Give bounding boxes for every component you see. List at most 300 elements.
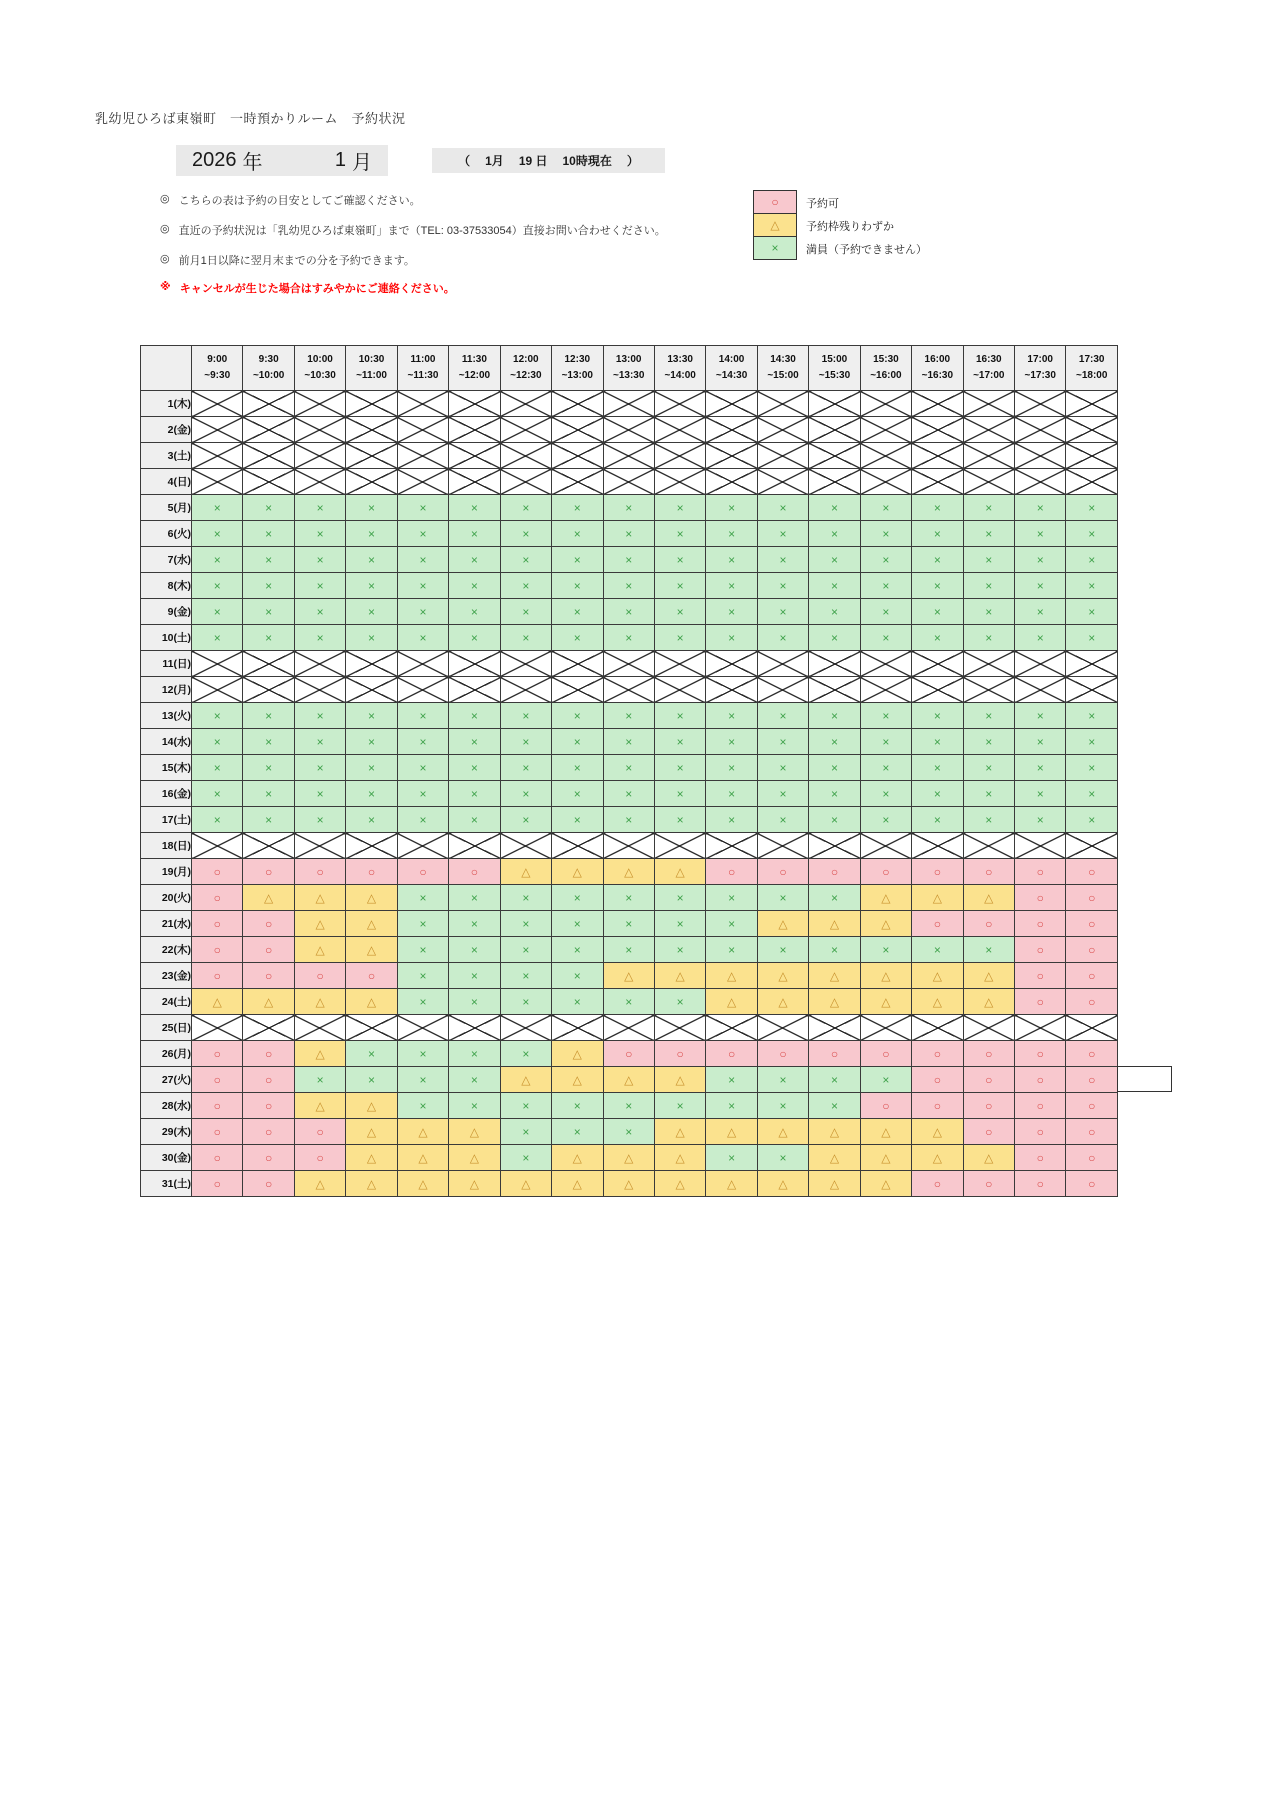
time-slot-header	[1066, 346, 1118, 391]
status-symbol: ×	[470, 578, 478, 593]
status-symbol: △	[212, 994, 222, 1009]
status-symbol: ×	[573, 1098, 581, 1113]
status-symbol: ×	[419, 942, 427, 957]
status-cell	[757, 703, 808, 729]
status-symbol: ×	[625, 630, 633, 645]
status-cell	[449, 963, 500, 989]
status-cell	[346, 547, 397, 573]
status-cell	[243, 807, 294, 833]
status-symbol: ○	[213, 1150, 221, 1165]
status-cell	[603, 1119, 654, 1145]
status-cell	[552, 547, 603, 573]
date-label: 16(金)	[141, 781, 192, 807]
date-row	[141, 391, 1118, 417]
status-symbol: △	[418, 1176, 428, 1191]
status-symbol: ×	[625, 552, 633, 567]
status-cell	[192, 885, 243, 911]
time-slot-header	[294, 346, 345, 391]
status-symbol: ×	[985, 552, 993, 567]
status-cell	[500, 911, 551, 937]
status-cell	[1066, 703, 1118, 729]
status-symbol: △	[726, 1124, 737, 1139]
date-row	[141, 1171, 1118, 1197]
status-symbol: △	[315, 890, 325, 905]
status-cell	[346, 703, 397, 729]
status-cell	[346, 1171, 397, 1197]
status-cell	[603, 547, 654, 573]
status-symbol: ×	[470, 500, 478, 515]
status-cell	[912, 911, 963, 937]
status-symbol: △	[932, 1124, 942, 1139]
status-symbol: ○	[1036, 942, 1044, 957]
date-label: 29(木)	[141, 1119, 192, 1145]
status-cell	[757, 521, 808, 547]
status-cell	[963, 963, 1014, 989]
status-cell	[397, 521, 448, 547]
status-cell	[346, 1145, 397, 1171]
closed-cell	[706, 469, 757, 495]
status-cell	[912, 989, 963, 1015]
asof-paren-open: （	[458, 154, 471, 168]
status-cell	[346, 859, 397, 885]
status-cell	[809, 807, 860, 833]
status-cell	[603, 703, 654, 729]
status-cell	[552, 937, 603, 963]
closed-cell	[706, 677, 757, 703]
status-cell	[912, 573, 963, 599]
status-symbol: ×	[1088, 630, 1096, 645]
status-symbol: ×	[419, 500, 427, 515]
status-symbol: ×	[625, 578, 633, 593]
status-cell	[603, 963, 654, 989]
status-symbol: ×	[470, 1098, 478, 1113]
status-cell	[757, 859, 808, 885]
status-cell	[192, 1041, 243, 1067]
closed-cell	[294, 1015, 345, 1041]
status-symbol: ×	[470, 552, 478, 567]
closed-cell	[603, 1015, 654, 1041]
date-row	[141, 1145, 1118, 1171]
status-cell	[963, 1093, 1014, 1119]
closed-cell	[757, 469, 808, 495]
status-cell	[1015, 625, 1066, 651]
status-cell	[346, 989, 397, 1015]
status-symbol: ×	[522, 734, 530, 749]
closed-cell	[552, 443, 603, 469]
status-cell	[706, 547, 757, 573]
status-symbol: ×	[728, 786, 736, 801]
status-cell	[860, 1093, 911, 1119]
status-symbol: ○	[1036, 1124, 1044, 1139]
closed-cell	[654, 677, 705, 703]
status-cell	[654, 937, 705, 963]
status-cell	[912, 729, 963, 755]
status-symbol: ×	[882, 1072, 890, 1087]
status-symbol: ×	[265, 786, 273, 801]
status-symbol: ×	[985, 812, 993, 827]
date-label: 12(月)	[141, 677, 192, 703]
status-symbol: ×	[522, 812, 530, 827]
status-cell	[603, 495, 654, 521]
status-cell	[449, 625, 500, 651]
status-cell	[912, 1145, 963, 1171]
status-symbol: ×	[368, 552, 376, 567]
status-cell	[449, 937, 500, 963]
time-slot-start: 14:30	[770, 354, 796, 365]
status-cell	[243, 729, 294, 755]
status-symbol: ×	[368, 734, 376, 749]
closed-cell	[860, 391, 911, 417]
status-symbol: ×	[779, 786, 787, 801]
status-symbol: ○	[1088, 994, 1096, 1009]
status-symbol: ×	[830, 552, 838, 567]
status-symbol: ×	[573, 812, 581, 827]
status-cell	[500, 1067, 551, 1093]
status-cell	[243, 547, 294, 573]
status-symbol: △	[829, 916, 840, 931]
status-cell	[860, 989, 911, 1015]
status-symbol: ×	[779, 760, 787, 775]
closed-cell	[192, 833, 243, 859]
status-symbol: △	[881, 994, 891, 1009]
status-symbol: ×	[882, 500, 890, 515]
status-symbol: ×	[419, 1098, 427, 1113]
status-cell	[1066, 729, 1118, 755]
status-cell	[500, 937, 551, 963]
status-symbol: ×	[470, 630, 478, 645]
date-label: 10(土)	[141, 625, 192, 651]
status-cell	[294, 573, 345, 599]
status-symbol: ×	[522, 786, 530, 801]
status-symbol: ×	[470, 994, 478, 1009]
status-symbol: △	[675, 968, 685, 983]
status-cell	[192, 781, 243, 807]
time-slot-end: ~14:00	[664, 370, 696, 381]
status-cell	[243, 1119, 294, 1145]
status-symbol: ×	[470, 734, 478, 749]
status-cell	[654, 807, 705, 833]
status-symbol: ×	[933, 942, 941, 957]
status-symbol: ×	[625, 812, 633, 827]
status-symbol: △	[315, 942, 325, 957]
status-cell	[603, 1067, 654, 1093]
status-cell	[346, 1093, 397, 1119]
closed-cell	[654, 443, 705, 469]
status-symbol: ○	[882, 864, 890, 879]
status-symbol: ×	[522, 708, 530, 723]
status-cell	[500, 1093, 551, 1119]
status-cell	[603, 911, 654, 937]
status-symbol: ○	[265, 1072, 273, 1087]
status-cell	[809, 989, 860, 1015]
status-cell	[552, 1171, 603, 1197]
status-symbol: ×	[933, 760, 941, 775]
status-symbol: ○	[367, 864, 376, 879]
status-cell	[809, 963, 860, 989]
closed-cell	[757, 677, 808, 703]
status-symbol: ×	[676, 734, 684, 749]
status-symbol: ×	[676, 500, 684, 515]
status-symbol: ○	[265, 942, 273, 957]
date-label: 20(火)	[141, 885, 192, 911]
status-symbol: ×	[779, 890, 787, 905]
status-symbol: ×	[522, 500, 530, 515]
status-cell	[294, 1171, 345, 1197]
status-symbol: △	[624, 968, 634, 983]
note-text: こちらの表は予約の目安としてご確認ください。	[178, 195, 421, 207]
status-cell	[243, 573, 294, 599]
status-cell	[912, 885, 963, 911]
status-symbol: ×	[368, 760, 376, 775]
time-slot-header	[397, 346, 448, 391]
date-label: 19(月)	[141, 859, 192, 885]
status-symbol: ○	[213, 968, 221, 983]
status-symbol: ×	[470, 1072, 478, 1087]
status-cell	[860, 573, 911, 599]
status-symbol: ×	[419, 812, 427, 827]
status-symbol: △	[778, 916, 788, 931]
date-row	[141, 651, 1118, 677]
status-cell	[757, 1145, 808, 1171]
status-symbol: ×	[316, 578, 324, 593]
status-symbol: ×	[1088, 578, 1096, 593]
date-row	[141, 937, 1118, 963]
status-cell	[963, 573, 1014, 599]
status-cell	[654, 963, 705, 989]
status-symbol: ×	[316, 760, 324, 775]
status-cell	[757, 495, 808, 521]
date-row	[141, 1093, 1118, 1119]
status-symbol: △	[675, 1072, 685, 1087]
status-symbol: ×	[1088, 526, 1096, 541]
time-slot-start: 9:30	[258, 354, 279, 365]
status-symbol: ○	[779, 864, 787, 879]
status-cell	[654, 599, 705, 625]
status-cell	[912, 859, 963, 885]
closed-cell	[860, 443, 911, 469]
status-cell	[1066, 1067, 1118, 1093]
closed-cell	[963, 417, 1014, 443]
status-cell	[1066, 1119, 1118, 1145]
closed-cell	[603, 391, 654, 417]
status-symbol: △	[315, 1098, 325, 1113]
status-symbol: ×	[213, 760, 221, 775]
status-cell	[809, 703, 860, 729]
date-label: 27(火)	[141, 1067, 192, 1093]
status-symbol: ×	[830, 578, 838, 593]
status-symbol: ×	[728, 526, 736, 541]
status-cell	[1015, 989, 1066, 1015]
status-symbol: ○	[316, 1150, 324, 1165]
status-symbol: ○	[419, 864, 427, 879]
status-symbol: △	[829, 994, 840, 1009]
closed-cell	[449, 391, 500, 417]
closed-cell	[706, 443, 757, 469]
status-symbol: △	[366, 890, 377, 905]
status-cell	[552, 755, 603, 781]
status-symbol: ×	[419, 890, 427, 905]
status-symbol: ×	[676, 526, 684, 541]
status-cell	[860, 1145, 911, 1171]
status-cell	[963, 781, 1014, 807]
closed-cell	[654, 651, 705, 677]
status-symbol: △	[932, 968, 942, 983]
status-cell	[1066, 859, 1118, 885]
status-cell	[963, 703, 1014, 729]
status-symbol: ×	[1036, 552, 1044, 567]
status-cell	[1066, 547, 1118, 573]
status-cell	[243, 521, 294, 547]
status-symbol: △	[315, 916, 325, 931]
status-cell	[912, 963, 963, 989]
closed-cell	[1015, 1015, 1066, 1041]
status-symbol: ×	[419, 734, 427, 749]
status-cell	[654, 1093, 705, 1119]
status-symbol: ○	[933, 1098, 941, 1113]
closed-cell	[192, 651, 243, 677]
status-cell	[860, 1041, 911, 1067]
status-cell	[397, 1145, 448, 1171]
status-cell	[397, 625, 448, 651]
closed-cell	[912, 469, 963, 495]
closed-cell	[912, 677, 963, 703]
status-cell	[654, 1171, 705, 1197]
status-symbol: ×	[882, 630, 890, 645]
status-cell	[552, 911, 603, 937]
schedule-table	[140, 345, 1118, 1197]
status-symbol: ○	[265, 1124, 273, 1139]
note-line	[160, 252, 666, 268]
status-cell	[397, 937, 448, 963]
status-cell	[346, 755, 397, 781]
status-cell	[552, 859, 603, 885]
closed-cell	[1066, 833, 1118, 859]
legend-label: 予約可	[806, 197, 839, 210]
corner-cell	[141, 346, 192, 391]
status-symbol: ×	[676, 890, 684, 905]
status-symbol: ×	[470, 968, 478, 983]
status-cell	[654, 859, 705, 885]
status-cell	[500, 521, 551, 547]
status-cell	[500, 547, 551, 573]
closed-cell	[860, 469, 911, 495]
status-symbol: ×	[728, 630, 736, 645]
status-cell	[397, 755, 448, 781]
closed-cell	[294, 833, 345, 859]
status-cell	[500, 573, 551, 599]
status-cell	[243, 1171, 294, 1197]
status-symbol: ×	[728, 500, 736, 515]
status-cell	[192, 703, 243, 729]
status-symbol: ×	[419, 578, 427, 593]
status-symbol: ×	[676, 708, 684, 723]
status-cell	[1015, 1093, 1066, 1119]
status-symbol: ×	[625, 786, 633, 801]
closed-cell	[654, 1015, 705, 1041]
schedule-body	[141, 391, 1118, 1197]
status-symbol: ×	[728, 890, 736, 905]
status-symbol: ×	[368, 604, 376, 619]
closed-cell	[397, 469, 448, 495]
status-symbol: ×	[265, 708, 273, 723]
status-cell	[809, 859, 860, 885]
status-cell	[294, 807, 345, 833]
status-symbol: ○	[985, 864, 993, 879]
status-symbol: ×	[1088, 500, 1096, 515]
status-cell	[552, 1041, 603, 1067]
status-cell	[346, 625, 397, 651]
status-cell	[603, 729, 654, 755]
status-symbol: △	[726, 994, 737, 1009]
closed-cell	[1015, 651, 1066, 677]
time-slot-start: 16:00	[924, 354, 951, 365]
closed-cell	[1015, 417, 1066, 443]
status-cell	[397, 859, 448, 885]
status-symbol: ○	[213, 1124, 221, 1139]
closed-cell	[1066, 677, 1118, 703]
status-symbol: ×	[882, 760, 890, 775]
time-slot-end: ~17:00	[973, 370, 1005, 381]
date-row	[141, 859, 1118, 885]
status-symbol: ○	[985, 1098, 993, 1113]
status-cell	[294, 1041, 345, 1067]
status-symbol: ×	[213, 604, 221, 619]
closed-cell	[397, 1015, 448, 1041]
date-row	[141, 1119, 1118, 1145]
status-cell	[860, 599, 911, 625]
time-slot-start: 12:00	[513, 354, 539, 365]
status-symbol: ○	[1036, 864, 1044, 879]
status-cell	[192, 1171, 243, 1197]
date-row	[141, 833, 1118, 859]
status-cell	[706, 1119, 757, 1145]
time-slot-end: ~15:00	[767, 370, 799, 381]
status-symbol: ×	[676, 604, 684, 619]
status-symbol: ×	[933, 812, 941, 827]
status-cell	[397, 573, 448, 599]
status-symbol: ×	[1036, 500, 1044, 515]
closed-cell	[706, 417, 757, 443]
status-symbol: ×	[779, 500, 787, 515]
status-cell	[603, 807, 654, 833]
closed-cell	[294, 443, 345, 469]
closed-cell	[243, 651, 294, 677]
status-cell	[346, 729, 397, 755]
status-symbol: ×	[419, 552, 427, 567]
status-cell	[706, 859, 757, 885]
closed-cell	[757, 1015, 808, 1041]
date-row	[141, 703, 1118, 729]
status-cell	[449, 781, 500, 807]
status-symbol: ×	[779, 526, 787, 541]
closed-cell	[449, 1015, 500, 1041]
status-cell	[706, 599, 757, 625]
date-row	[141, 625, 1118, 651]
status-cell	[1066, 937, 1118, 963]
status-symbol: ○	[1036, 916, 1044, 931]
status-symbol: △	[521, 864, 531, 879]
status-symbol: ×	[573, 526, 581, 541]
status-symbol: ×	[573, 760, 581, 775]
status-symbol: ×	[573, 968, 581, 983]
status-symbol: ○	[933, 1176, 941, 1191]
status-cell	[1015, 937, 1066, 963]
status-cell	[654, 625, 705, 651]
status-cell	[963, 1041, 1014, 1067]
status-cell	[397, 599, 448, 625]
status-cell	[192, 1093, 243, 1119]
time-slot-header	[552, 346, 603, 391]
